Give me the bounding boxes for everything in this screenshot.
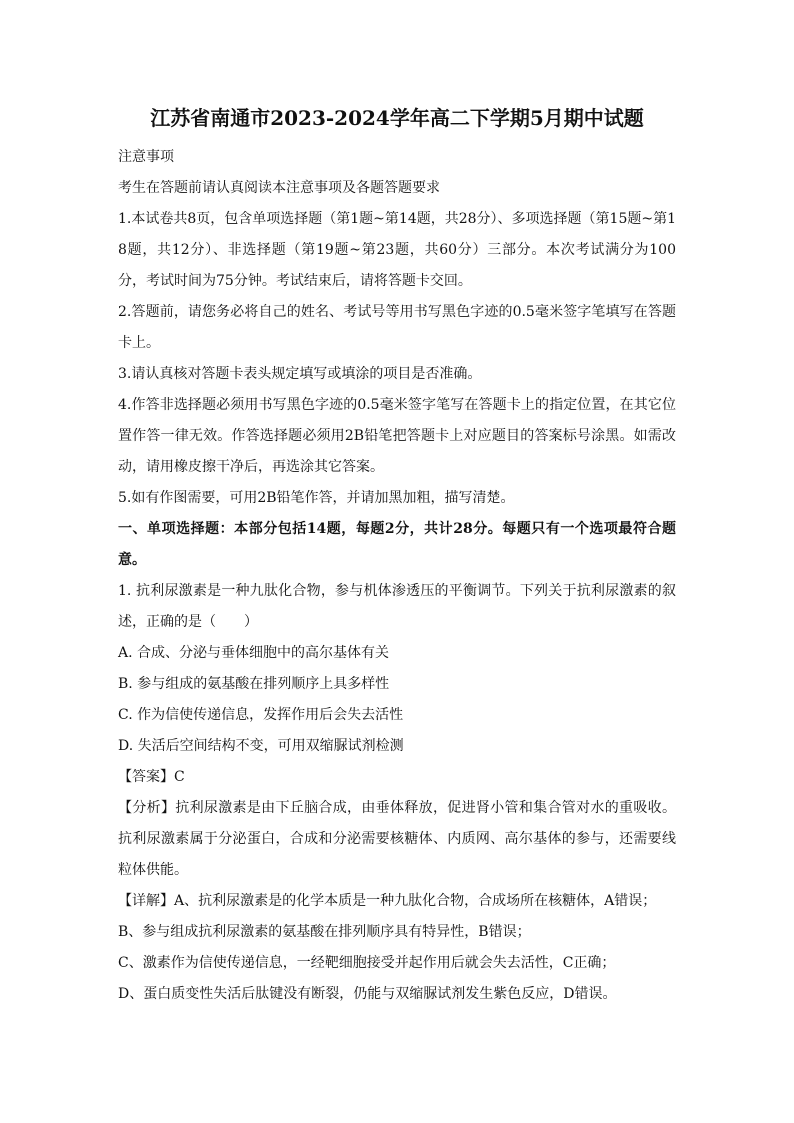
detail-line-d: D、蛋白质变性失活后肽键没有断裂，仍能与双缩脲试剂发生紫色反应，D错误。 <box>118 986 617 1002</box>
question-option-c: C. 作为信使传递信息，发挥作用后会失去活性 <box>118 707 404 723</box>
document-content <box>118 100 676 1010</box>
question-option-a: A. 合成、分泌与垂体细胞中的高尔基体有关 <box>118 645 390 661</box>
detail-line-a: 【详解】A、抗利尿激素是的化学本质是一种九肽化合物，合成场所在核糖体，A错误； <box>118 893 657 909</box>
notice-item-3: 3.请认真核对答题卡表头规定填写或填涂的项目是否准确。 <box>118 366 482 382</box>
detail-line-b: B、参与组成抗利尿激素的氨基酸在排列顺序具有特异性，B错误； <box>118 924 531 940</box>
analysis-paragraph: 【分析】抗利尿激素是由下丘脑合成，由垂体释放，促进肾小管和集合管对水的重吸收。抗利尿激素属于分泌蛋白，合成和分泌需要核糖体、内质网、高尔基体的参与，还需要线粒体供能。 <box>118 800 676 878</box>
question-option-b: B. 参与组成的氨基酸在排列顺序上具多样性 <box>118 676 390 692</box>
notice-intro: 考生在答题前请认真阅读本注意事项及各题答题要求 <box>118 180 440 196</box>
notice-item-4: 4.作答非选择题必须用书写黑色字迹的0.5毫米签字笔写在答题卡上的指定位置，在其它位置作答一律无效。作答选择题必须用2B铅笔把答题卡上对应题目的答案标号涂黑。如需改动，请用橡皮擦干净后，再选涂其它答案。 <box>118 397 676 475</box>
notice-item-2: 2.答题前，请您务必将自己的姓名、考试号等用书写黑色字迹的0.5毫米签字笔填写在答题卡上。 <box>118 304 676 351</box>
notice-heading: 注意事项 <box>118 149 174 165</box>
notice-item-5: 5.如有作图需要，可用2B铅笔作答，并请加黑加粗，描写清楚。 <box>118 490 515 506</box>
notice-item-1: 1.本试卷共8页，包含单项选择题（第1题~第14题，共28分）、多项选择题（第15题~第18题，共12分）、非选择题（第19题~第23题，共60分）三部分。本次考试满分为100分，考试时间为75分钟。考试结束后，请将答题卡交回。 <box>118 211 676 289</box>
section-heading: 一、单项选择题：本部分包括14题，每题2分，共计28分。每题只有一个选项最符合题意。 <box>118 521 676 568</box>
detail-line-c: C、激素作为信使传递信息，一经靶细胞接受并起作用后就会失去活性，C正确； <box>118 955 616 971</box>
page-title: 江苏省南通市2023-2024学年高二下学期5月期中试题 <box>150 106 644 130</box>
question-option-d: D. 失活后空间结构不变，可用双缩脲试剂检测 <box>118 738 404 754</box>
question-stem: 1. 抗利尿激素是一种九肽化合物，参与机体渗透压的平衡调节。下列关于抗利尿激素的叙述，正确的是（ ） <box>118 583 676 630</box>
answer-line: 【答案】C <box>118 769 185 785</box>
